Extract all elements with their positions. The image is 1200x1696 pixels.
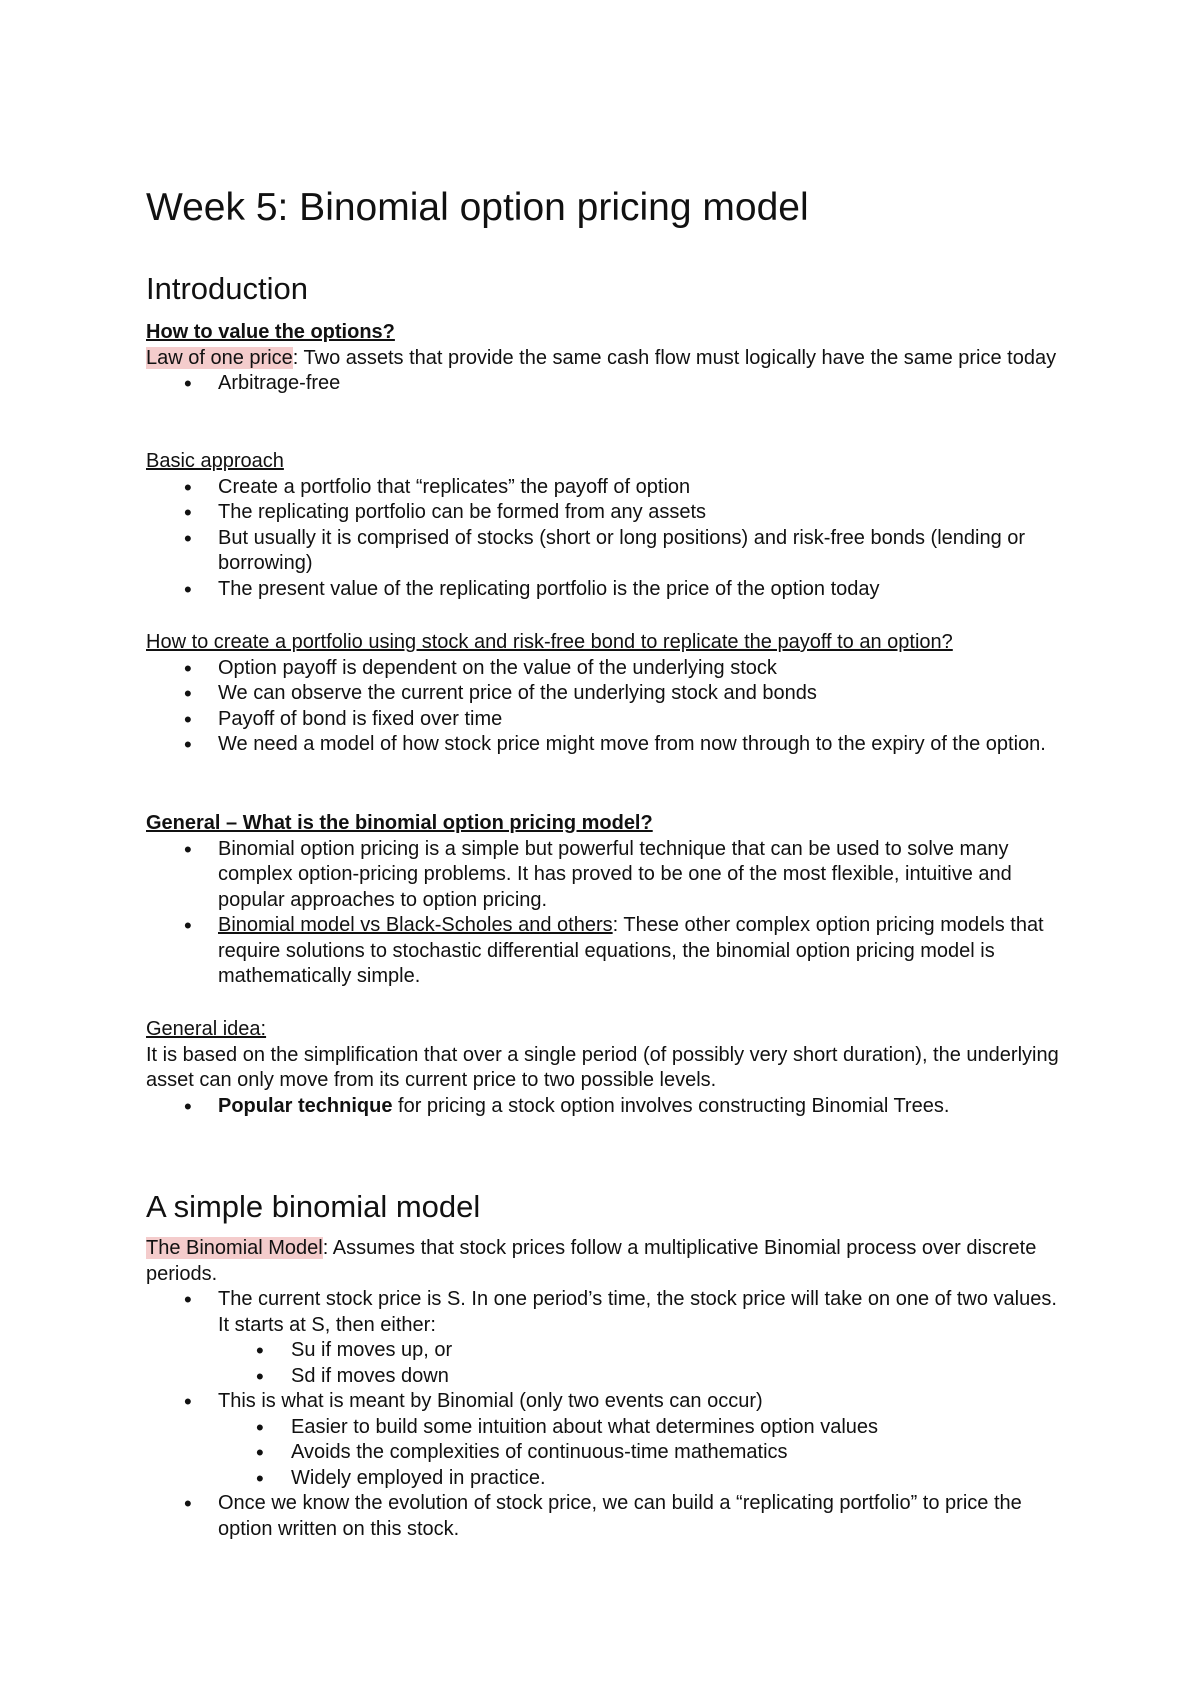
- popular-technique-term: Popular technique: [218, 1094, 393, 1117]
- general-section: [146, 811, 1066, 990]
- list-item: • Arbitrage-free: [146, 371, 1066, 397]
- list-item: • Binomial option pricing is a simple but powerful technique that can be used to solve many complex option-pricing problems. It has proved to be one of the most flexible, intuitive and popular approaches to option pricing.: [146, 837, 1066, 914]
- basic-approach-list: [146, 475, 1066, 603]
- list-item: • Once we know the evolution of stock price, we can build a “replicating portfolio” to price the option written on this stock.: [146, 1491, 1066, 1542]
- list-item: • But usually it is comprised of stocks (short or long positions) and risk-free bonds (lending or borrowing): [146, 526, 1066, 577]
- create-portfolio-list: [146, 656, 1066, 758]
- sub-list: [146, 1338, 1066, 1389]
- list-item: • Create a portfolio that “replicates” the payoff of option: [146, 475, 1066, 501]
- simple-binomial-heading: A simple binomial model: [146, 1189, 481, 1224]
- general-idea-heading: General idea:: [146, 1018, 267, 1040]
- binomial-model-paragraph: [146, 1236, 1066, 1287]
- binomial-model-term: The Binomial Model: [146, 1237, 323, 1259]
- list-item: • Payoff of bond is fixed over time: [146, 707, 1066, 733]
- popular-technique-text: for pricing a stock option involves constructing Binomial Trees.: [392, 1094, 950, 1117]
- list-item: • The present value of the replicating portfolio is the price of the option today: [146, 577, 1066, 603]
- list-item: • We need a model of how stock price might move from now through to the expiry of the option.: [146, 732, 1066, 758]
- sub-list-item: • Easier to build some intuition about what determines option values: [146, 1415, 1066, 1441]
- general-idea-section: [146, 1017, 1066, 1119]
- list-item-text: This is what is meant by Binomial (only two events can occur): [218, 1390, 763, 1412]
- basic-approach-heading: Basic approach: [146, 450, 284, 472]
- law-of-one-price-paragraph: [146, 346, 1066, 372]
- law-of-one-price-text: : Two assets that provide the same cash flow must logically have the same price today: [292, 346, 1057, 369]
- binomial-model-list: [146, 1287, 1066, 1542]
- sub-list-item: • Widely employed in practice.: [146, 1466, 1066, 1492]
- create-portfolio-heading: How to create a portfolio using stock and risk-free bond to replicate the payoff to an option?: [146, 631, 953, 653]
- general-heading: General – What is the binomial option pricing model?: [146, 812, 653, 834]
- basic-approach-section: [146, 449, 1066, 602]
- introduction-heading: Introduction: [146, 271, 308, 306]
- simple-binomial-section: [146, 1236, 1066, 1542]
- create-portfolio-section: [146, 630, 1066, 758]
- list-item: • Option payoff is dependent on the value of the underlying stock: [146, 656, 1066, 682]
- general-idea-paragraph: It is based on the simplification that over a single period (of possibly very short duration), the underlying asset can only move from its current price to two possible levels.: [146, 1043, 1059, 1091]
- general-list: [146, 837, 1066, 990]
- list-item: [146, 1287, 1066, 1389]
- sub-list-item: • Su if moves up, or: [146, 1338, 1066, 1364]
- value-options-heading: How to value the options?: [146, 321, 395, 343]
- binomial-vs-black-scholes-term: Binomial model vs Black-Scholes and others: [218, 914, 613, 936]
- law-of-one-price-list: [146, 371, 1066, 397]
- general-idea-list: [146, 1094, 1066, 1120]
- page-title: Week 5: Binomial option pricing model: [146, 186, 809, 229]
- list-item: [146, 1389, 1066, 1491]
- list-item: [146, 913, 1066, 990]
- binomial-vs-black-scholes-text: : These other complex option pricing models that require solutions to stochastic differential equations, the binomial option pricing model is mathematically simple.: [218, 914, 1044, 987]
- sub-list-item: • Sd if moves down: [146, 1364, 1066, 1390]
- sub-list: [146, 1415, 1066, 1492]
- list-item: • We can observe the current price of the underlying stock and bonds: [146, 681, 1066, 707]
- sub-list-item: • Avoids the complexities of continuous-time mathematics: [146, 1440, 1066, 1466]
- value-options-section: [146, 320, 1066, 397]
- list-item: • The replicating portfolio can be formed from any assets: [146, 500, 1066, 526]
- binomial-model-text: : Assumes that stock prices follow a multiplicative Binomial process over discrete periods.: [146, 1237, 1037, 1285]
- law-of-one-price-term: Law of one price: [146, 346, 293, 369]
- list-item: [146, 1094, 1066, 1120]
- list-item-text: The current stock price is S. In one period’s time, the stock price will take on one of two values. It starts at S, then either:: [218, 1288, 1057, 1336]
